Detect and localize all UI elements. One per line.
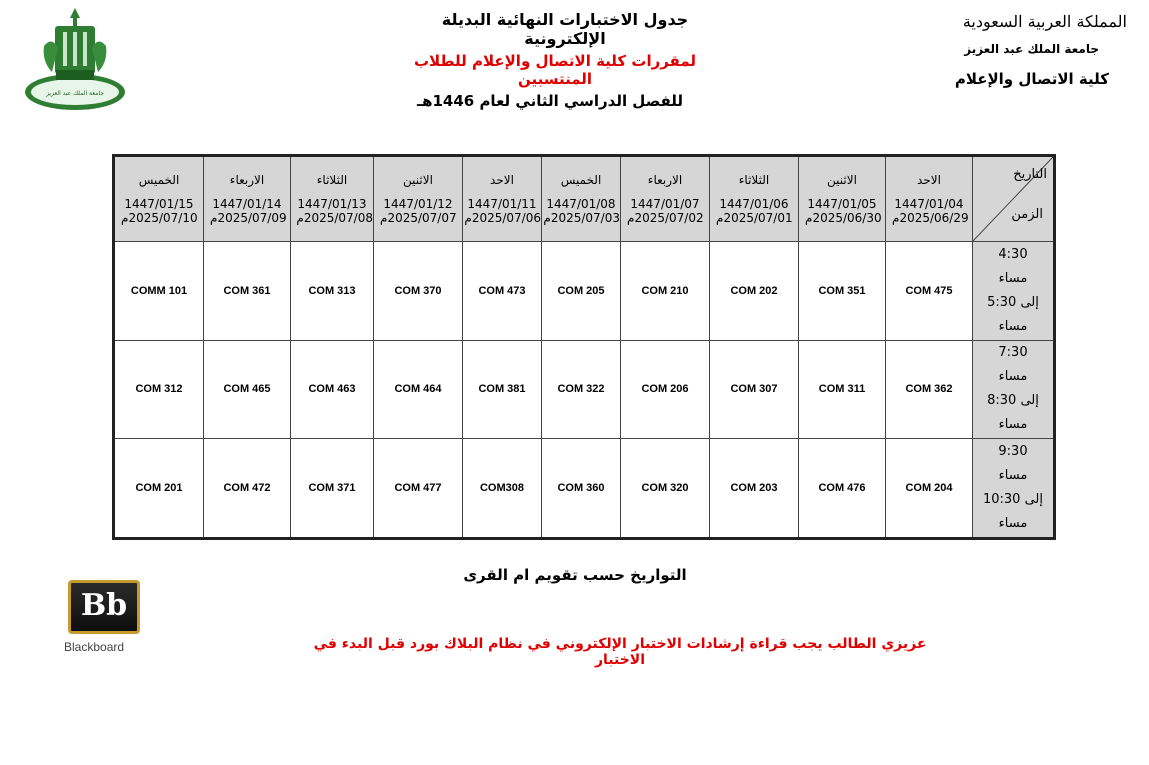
table-corner-cell (973, 156, 1055, 242)
time-slot-cell: 9:30 مساء إلى 10:30 مساء (973, 439, 1055, 539)
column-header: الثلاثاء 1447/01/13 2025/07/08م (291, 156, 374, 242)
course-cell: COM 210 (621, 242, 710, 341)
student-warning: عزيزي الطالب يجب قراءة إرشادات الاختبار الإلكتروني في نظام البلاك بورد قبل البدء في الاختبار (313, 636, 927, 668)
time-slot-cell: 4:30 مساء إلى 5:30 مساء (973, 242, 1055, 341)
course-cell: COM308 (463, 439, 542, 539)
course-cell: COM 472 (204, 439, 291, 539)
university-emblem-icon (22, 6, 128, 112)
course-cell: COM 476 (799, 439, 886, 539)
emblem-text: جامعة الملك عبد العزيز (46, 90, 104, 97)
course-cell: COM 465 (204, 340, 291, 439)
page-subtitle: لمقررات كلية الاتصال والإعلام للطلاب المنتسبين (413, 52, 697, 88)
calendar-note: التواريخ حسب تقويم ام القرى (463, 566, 687, 584)
course-cell: COM 322 (542, 340, 621, 439)
course-cell: COM 205 (542, 242, 621, 341)
column-header: الخميس 1447/01/15 2025/07/10م (114, 156, 204, 242)
course-cell: COM 203 (710, 439, 799, 539)
page-title: جدول الاختبارات النهائية البديلة الإلكترونية (441, 10, 689, 48)
course-cell: COM 473 (463, 242, 542, 341)
column-header: الثلاثاء 1447/01/06 2025/07/01م (710, 156, 799, 242)
course-cell: COM 477 (374, 439, 463, 539)
university-name: جامعة الملك عبد العزيز (964, 42, 1099, 56)
blackboard-label: Blackboard (64, 640, 125, 654)
course-cell: COM 370 (374, 242, 463, 341)
course-cell: COM 351 (799, 242, 886, 341)
course-cell: COM 381 (463, 340, 542, 439)
column-header: الاثنين 1447/01/05 2025/06/30م (799, 156, 886, 242)
course-cell: COM 206 (621, 340, 710, 439)
course-cell: COM 201 (114, 439, 204, 539)
course-cell: COM 360 (542, 439, 621, 539)
time-axis-label: الزمن (1011, 207, 1043, 222)
date-axis-label: التاريخ (1013, 167, 1047, 182)
table-header-row (114, 156, 1055, 242)
column-header: الخميس 1447/01/08 2025/07/03م (542, 156, 621, 242)
course-cell: COMM 101 (114, 242, 204, 341)
column-header: الاحد 1447/01/11 2025/07/06م (463, 156, 542, 242)
faculty-name: كلية الاتصال والإعلام (954, 70, 1109, 88)
course-cell: COM 475 (886, 242, 973, 341)
semester-label: للفصل الدراسي الثاني لعام 1446هـ (416, 92, 684, 110)
column-header: الاثنين 1447/01/12 2025/07/07م (374, 156, 463, 242)
course-cell: COM 320 (621, 439, 710, 539)
course-cell: COM 307 (710, 340, 799, 439)
course-cell: COM 463 (291, 340, 374, 439)
blackboard-icon: Bb (68, 580, 140, 634)
course-cell: COM 204 (886, 439, 973, 539)
course-cell: COM 313 (291, 242, 374, 341)
course-cell: COM 361 (204, 242, 291, 341)
column-header: الاربعاء 1447/01/07 2025/07/02م (621, 156, 710, 242)
blackboard-logo (64, 580, 144, 654)
course-cell: COM 312 (114, 340, 204, 439)
exam-schedule-table (112, 154, 1056, 540)
course-cell: COM 311 (799, 340, 886, 439)
table-row (114, 439, 1055, 539)
column-header: الاحد 1447/01/04 2025/06/29م (886, 156, 973, 242)
column-header: الاربعاء 1447/01/14 2025/07/09م (204, 156, 291, 242)
table-row (114, 242, 1055, 341)
time-slot-cell: 7:30 مساء إلى 8:30 مساء (973, 340, 1055, 439)
course-cell: COM 202 (710, 242, 799, 341)
table-row (114, 340, 1055, 439)
course-cell: COM 362 (886, 340, 973, 439)
course-cell: COM 371 (291, 439, 374, 539)
course-cell: COM 464 (374, 340, 463, 439)
kingdom-name: المملكة العربية السعودية (962, 12, 1127, 31)
